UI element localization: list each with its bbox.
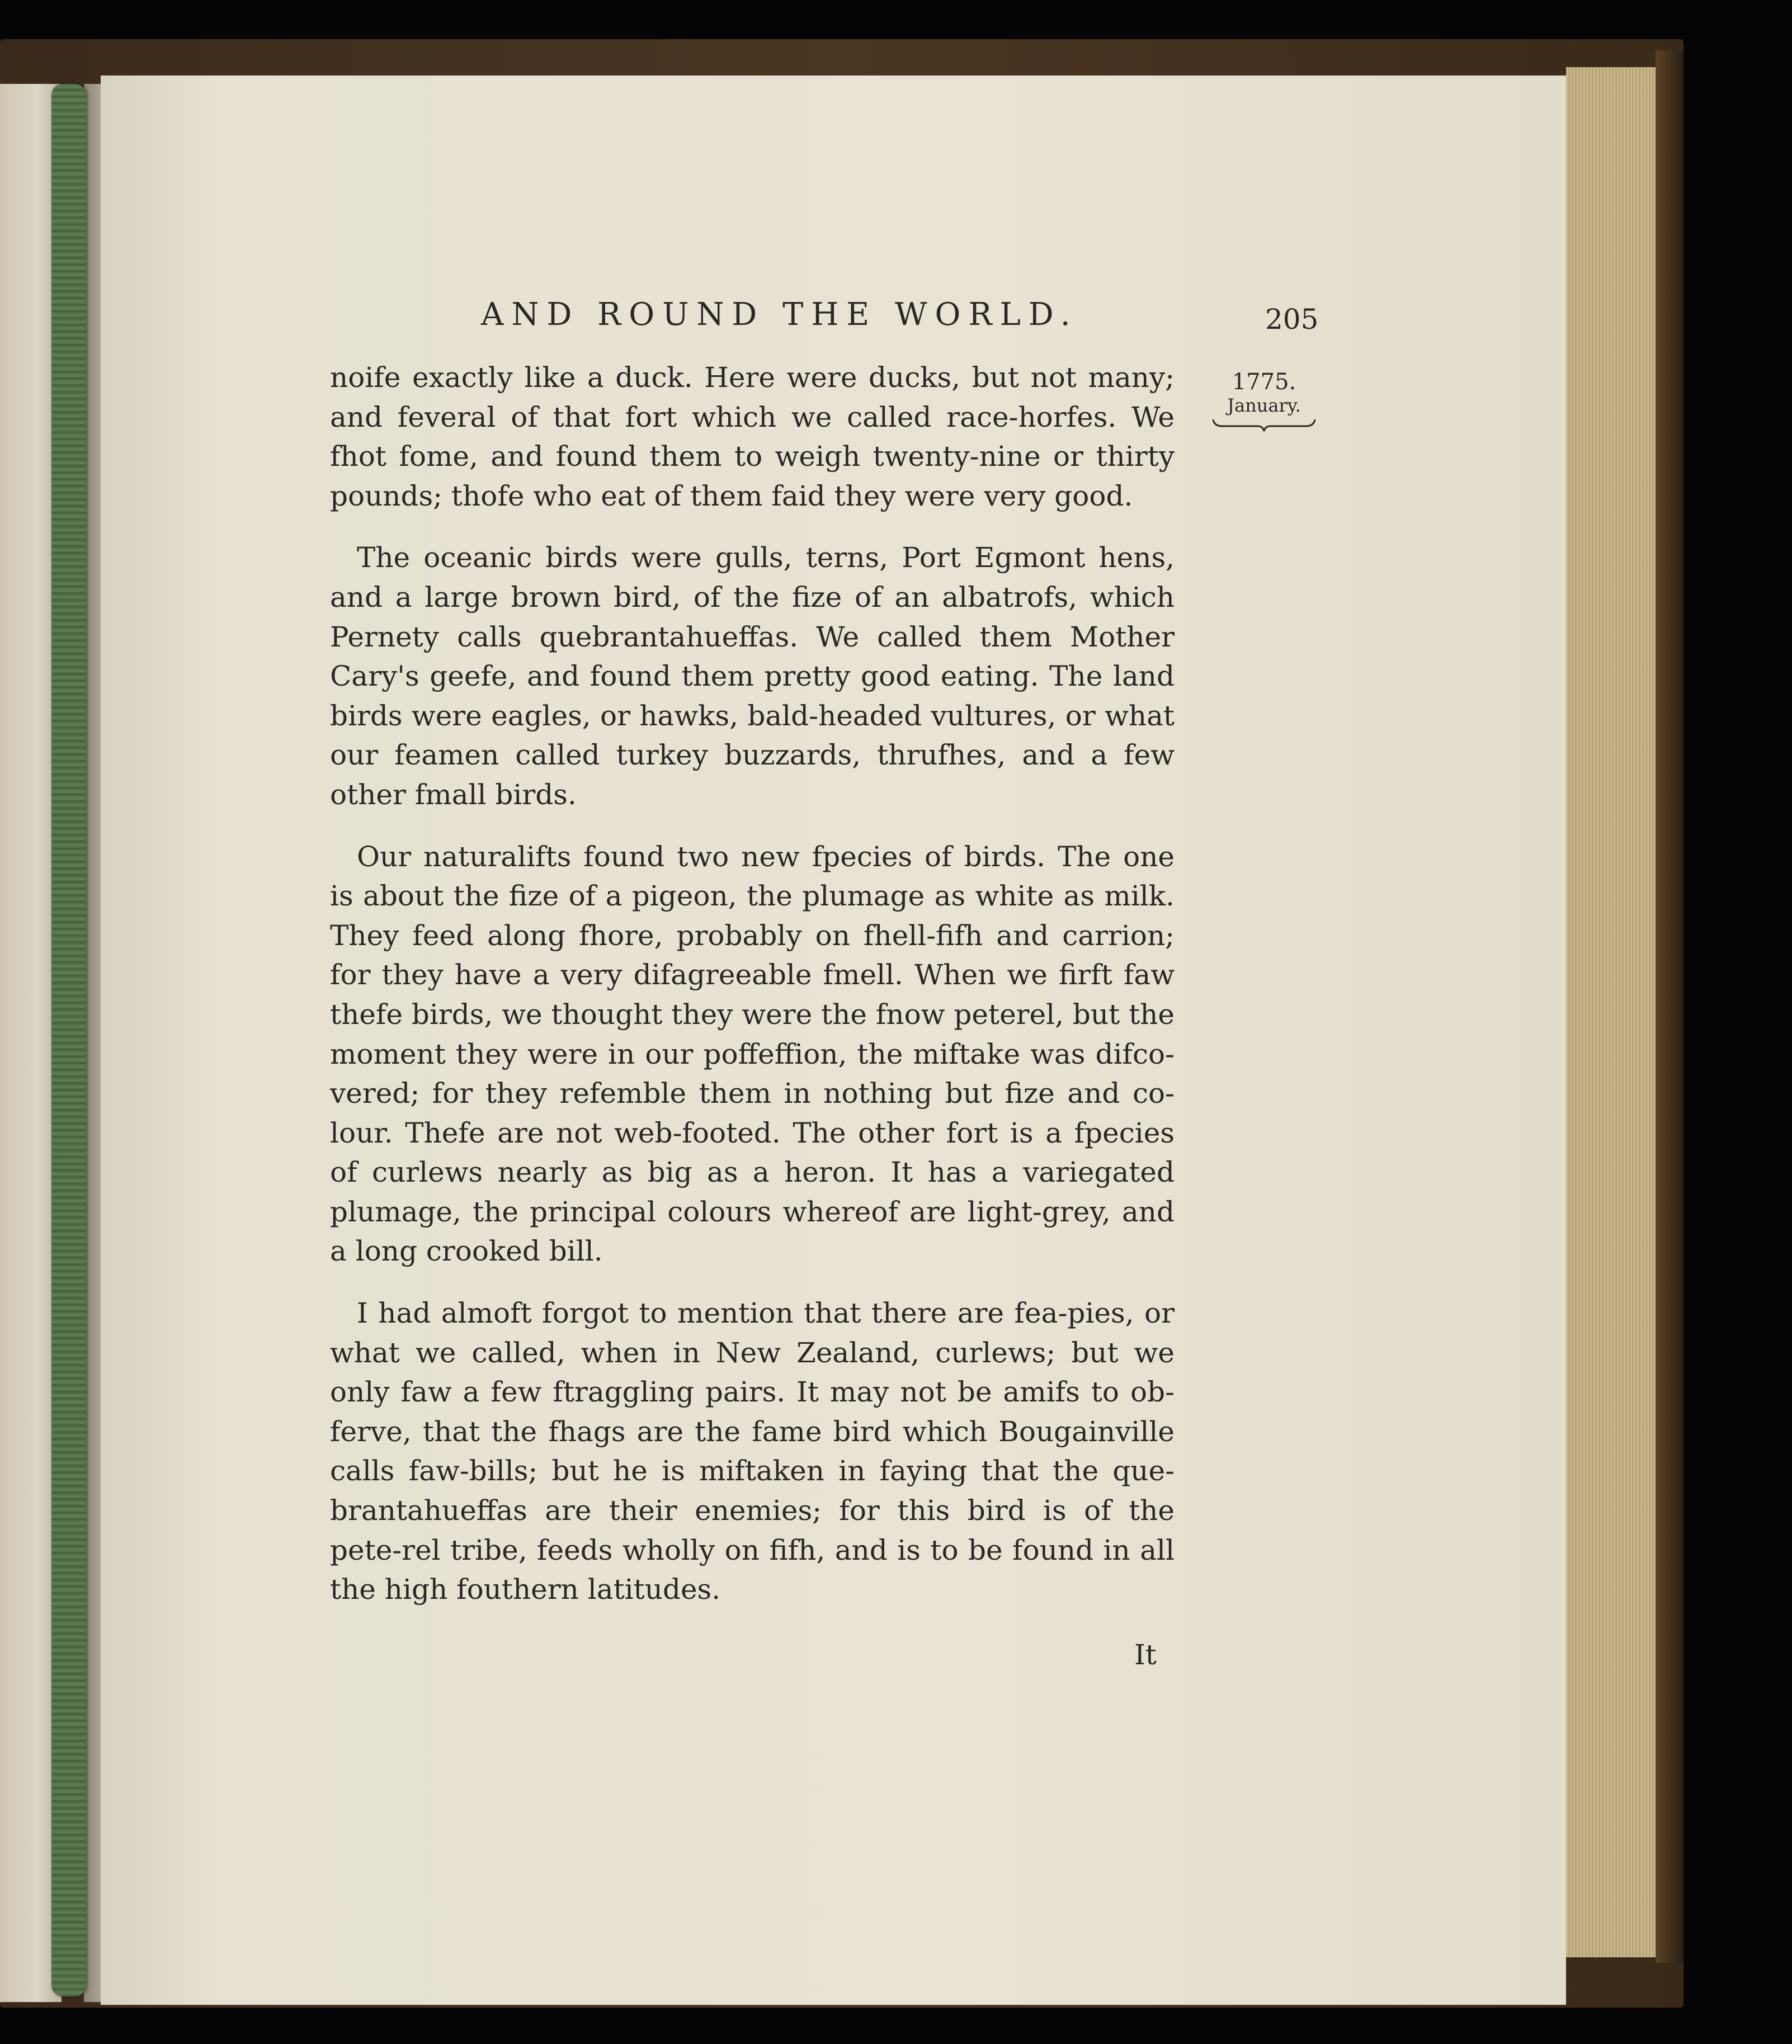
margin-month: January. <box>1227 395 1301 416</box>
running-header: AND ROUND THE WORLD. <box>481 296 1078 333</box>
page-fore-edge <box>1566 67 1667 1957</box>
paragraph-1: noife exactly like a duck. Here were ducks, but not many; and feveral of that fort which we called race-horfes. We fhot fome, and found them to weigh twenty-nine or thirty pounds; thofe who eat of them faid they were very good. <box>330 361 1175 512</box>
margin-year: 1775. <box>1232 369 1296 395</box>
paragraph-3: Our naturalifts found two new fpecies of birds. The one is about the fize of a pigeon, the plumage as white as milk. They feed along fhore, probably on fhell-fifh and carrion; for they have a very difagreeable fmell. When we firft faw thefe birds, we thought they were the fnow peterel, but the moment they were in our poffeffion, the miftake was difco-vered; for they refemble them in nothing but fize and co-lour. Thefe are not web-footed. The other fort is a fpecies of curlews nearly as big as a heron. It has a variegated plumage, the principal colours whereof are light-grey, and a long crooked bill. <box>330 840 1175 1268</box>
cover-edge <box>1656 50 1683 1963</box>
margin-note <box>1208 369 1320 432</box>
curly-brace-icon <box>1211 418 1317 432</box>
page-number: 205 <box>1265 303 1319 336</box>
paragraph-2: The oceanic birds were gulls, terns, Port Egmont hens, and a large brown bird, of the fize of an albatrofs, which Pernety calls quebrantahueffas. We called them Mother Cary's geefe, and found them pretty good eating. The land birds were eagles, or hawks, bald-headed vultures, or what our feamen called turkey buzzards, thrufhes, and a few other fmall birds. <box>330 541 1175 811</box>
ribbon-bookmark <box>51 84 86 1996</box>
body-text <box>330 358 1175 1632</box>
catchword: It <box>1134 1639 1157 1671</box>
paragraph-4: I had almoft forgot to mention that there are fea-pies, or what we called, when in New Zealand, curlews; but we only faw a few ftraggling pairs. It may not be amifs to ob-ferve, that the fhags are the fame bird which Bougainville calls faw-bills; but he is miftaken in faying that the que-brantahueffas are their enemies; for this bird is of the pete-rel tribe, feeds wholly on fifh, and is to be found in all the high fouthern latitudes. <box>330 1297 1175 1606</box>
